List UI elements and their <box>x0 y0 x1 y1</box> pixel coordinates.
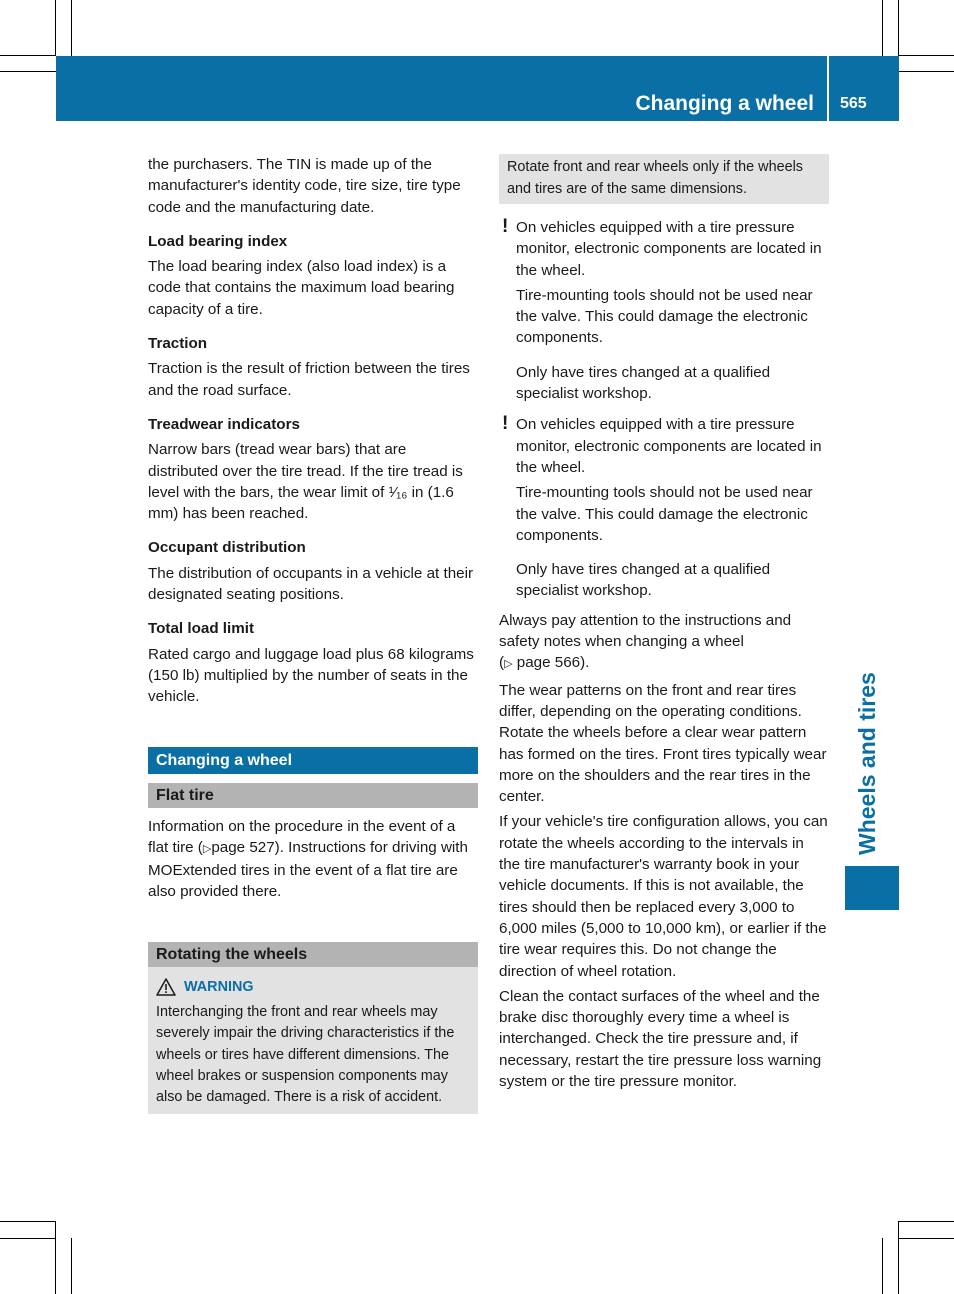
notice-lead: On vehicles equipped with a tire pressure monitor, electronic components are located in the wheel. <box>516 416 822 476</box>
notice-paragraph: Tire-mounting tools should not be used near the valve. This could damage the electronic components. <box>516 286 813 347</box>
note-box: Rotate front and rear wheels only if the wheels and tires are of the same dimensions. <box>499 154 829 204</box>
attention-text-a: Always pay attention to the instructions and safety notes when changing a wheel <box>499 611 792 651</box>
header-divider <box>827 56 829 121</box>
crop-mark <box>71 1238 72 1294</box>
attention-paragraph <box>499 610 829 676</box>
crop-mark <box>71 0 72 56</box>
crop-mark <box>0 55 56 56</box>
chapter-marker <box>845 866 899 910</box>
attention-ref: (▷ page 566). <box>499 654 590 672</box>
subsection-heading-flat-tire: Flat tire <box>148 783 478 808</box>
crop-mark <box>882 0 883 56</box>
crop-mark <box>0 1221 56 1222</box>
body-paragraph: The wear patterns on the front and rear tires differ, depending on the operating conditions. Rotate the wheels before a clear wear pattern has formed on the tires. Front tires typically wear more on the shoulders and the rear tires in the center. <box>499 681 827 806</box>
term-heading: Occupant distribution <box>148 539 306 557</box>
notice-paragraph: Only have tires changed at a qualified specialist workshop. <box>516 363 771 403</box>
crop-mark <box>55 1221 56 1294</box>
notice-item <box>499 217 829 281</box>
term-text: The load bearing index (also load index) is a code that contains the maximum load bearing capacity of a tire. <box>148 258 455 318</box>
warning-text: Interchanging the front and rear wheels may severely impair the driving characteristics if the wheels or tires have different dimensions. The wheel brakes or suspension components may also be damaged. There is a risk of accident. <box>156 1004 455 1106</box>
notice-lead: On vehicles equipped with a tire pressure monitor, electronic components are located in the wheel. <box>516 219 822 279</box>
term-heading: Traction <box>148 335 208 353</box>
term-heading: Load bearing index <box>148 232 288 250</box>
left-column <box>148 154 478 1114</box>
crop-mark <box>898 0 899 56</box>
warning-triangle-icon <box>156 978 176 996</box>
page-number: 565 <box>840 95 867 112</box>
page-title: Changing a wheel <box>635 92 814 115</box>
term-heading: Treadwear indicators <box>148 415 300 433</box>
crop-mark <box>898 1221 954 1222</box>
crop-mark <box>898 1221 899 1294</box>
exclamation-icon: ! <box>502 216 509 237</box>
warning-title <box>156 977 470 998</box>
crop-mark <box>898 1238 954 1239</box>
flat-tire-text-b: page 527). Instructions for driving with MOExtended tires in the event of a flat tire are also provided there. <box>148 838 468 901</box>
page-ref-arrow-icon: ▷ <box>202 842 212 855</box>
attention-text-b: page 566). <box>516 654 590 672</box>
warning-box <box>148 967 478 1114</box>
flat-tire-text-a: Information on the procedure in the event of a flat tire ( <box>148 817 456 856</box>
notice-paragraph: Only have tires changed at a qualified specialist workshop. <box>516 561 771 600</box>
flat-tire-text <box>148 816 478 903</box>
intro-paragraph: the purchasers. The TIN is made up of the manufacturer's identity code, tire size, tire type code and the manufacturing date. <box>148 156 461 216</box>
term-text: Traction is the result of friction between the tires and the road surface. <box>148 360 470 399</box>
section-heading: Changing a wheel <box>148 747 478 774</box>
warning-label: WARNING <box>184 978 254 995</box>
page-ref-arrow-icon: ▷ <box>504 658 513 671</box>
notice-item <box>499 414 829 478</box>
exclamation-icon: ! <box>502 413 509 435</box>
subsection-heading-rotating: Rotating the wheels <box>148 942 478 967</box>
term-heading: Total load limit <box>148 620 255 638</box>
term-text: The distribution of occupants in a vehicle at their designated seating positions. <box>148 564 474 604</box>
crop-mark <box>0 1238 56 1239</box>
notice-paragraph: Tire-mounting tools should not be used near the valve. This could damage the electronic components. <box>516 484 813 544</box>
chapter-side-tab: Wheels and tires <box>854 672 880 855</box>
term-text: Rated cargo and luggage load plus 68 kilograms (150 lb) multiplied by the number of seats in the vehicle. <box>148 645 474 706</box>
term-text: Narrow bars (tread wear bars) that are distributed over the tire tread. If the tire tread is level with the bars, the wear limit of ¹⁄₁₆ in (1.6 mm) has been reached. <box>148 441 463 523</box>
body-paragraph: Clean the contact surfaces of the wheel and the brake disc thoroughly every time a wheel is interchanged. Check the tire pressure and, if necessary, restart the tire pressure loss warning system or the tire pressure monitor. <box>499 987 822 1090</box>
right-column <box>499 154 829 1105</box>
crop-mark <box>898 55 954 56</box>
crop-mark <box>55 0 56 56</box>
crop-mark <box>898 71 954 72</box>
body-paragraph: If your vehicle's tire configuration allows, you can rotate the wheels according to the intervals in the tire manufacturer's warranty book in your vehicle documents. If this is not available, the tires should then be replaced every 3,000 to 6,000 miles (5,000 to 10,000 km), or earlier if the tire wear requires this. Do not change the direction of wheel rotation. <box>499 813 828 980</box>
crop-mark <box>0 71 56 72</box>
crop-mark <box>882 1238 883 1294</box>
